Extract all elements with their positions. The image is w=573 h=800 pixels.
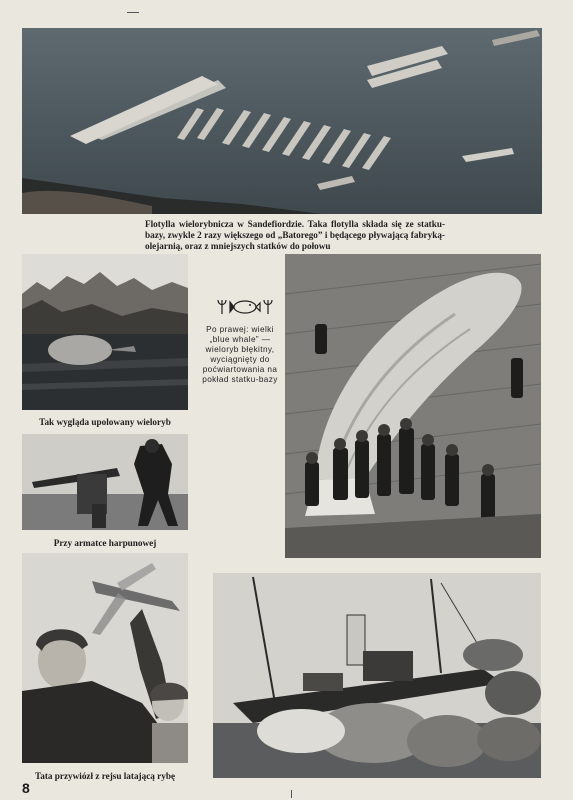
photo-flying-fish bbox=[22, 553, 188, 763]
photo-whaling-ship bbox=[213, 573, 541, 778]
photo-harpoon-cannon bbox=[22, 434, 188, 530]
photo-whale-floating bbox=[22, 254, 188, 410]
caption-whaling-fleet: Flotylla wielorybnicza w Sandefiordzie. Taka flotylla składa się ze statku-bazy, zwykle 2 razy większego od „Batorego” i będącego pływającą fabryką-olejarnią, oraz z mniejszych statków do połowu bbox=[145, 219, 445, 251]
caption-harpoon: Przy armatce harpunowej bbox=[53, 538, 157, 548]
photo-whaling-fleet bbox=[22, 28, 542, 214]
crop-mark-top bbox=[127, 12, 139, 13]
caption-flying-fish: Tata przywiózł z rejsu latającą rybę bbox=[34, 771, 176, 781]
side-note-blue-whale: Po prawej: wielki „blue whale” — wieloryb błękitny, wyciągnięty do poćwiartowania na pokład statku-bazy bbox=[202, 325, 278, 384]
crop-mark-bottom bbox=[291, 790, 292, 798]
photo-blue-whale-deck bbox=[285, 254, 541, 558]
caption-whale-floating: Tak wygląda upolowany wieloryb bbox=[39, 417, 171, 427]
page-number: 8 bbox=[22, 780, 30, 796]
fish-ornament-icon bbox=[216, 296, 274, 318]
